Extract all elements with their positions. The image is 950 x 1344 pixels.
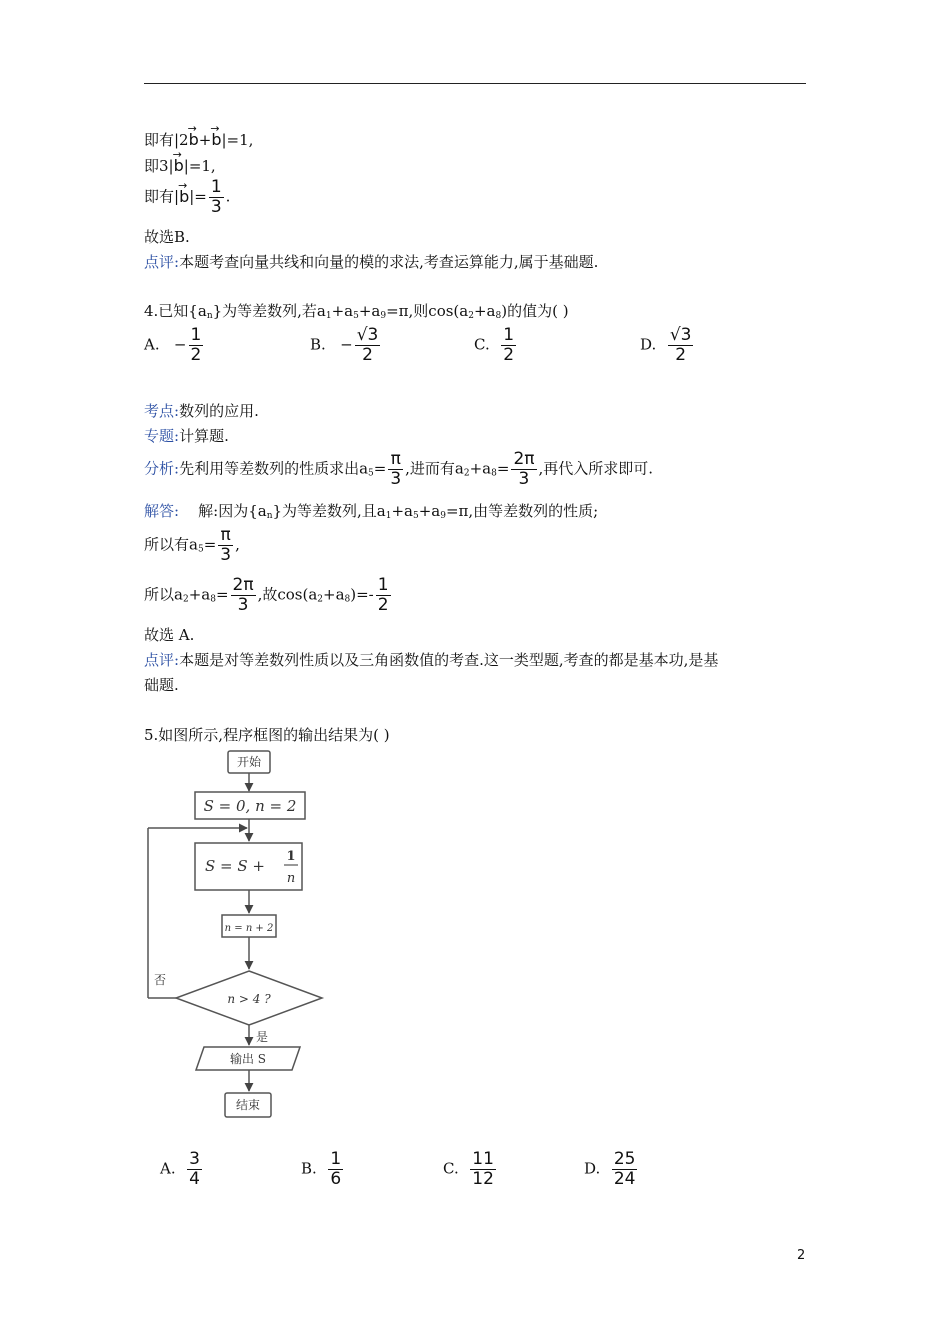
- q4-zhuanti: 专题:计算题.: [144, 427, 229, 445]
- flow-init-label: S = 0, n = 2: [203, 797, 297, 815]
- flowchart: [140, 745, 340, 1125]
- page-number: 2: [797, 1248, 806, 1263]
- vector-b: → b: [179, 183, 189, 207]
- flow-update-den: n: [286, 871, 296, 886]
- q5-stem: 5.如图所示,程序框图的输出结果为( ): [144, 726, 390, 744]
- q5-option-b: B. $\frac{1}{6}$: [301, 1149, 342, 1189]
- q4-stem: 4.已知$\{a_n\}$为等差数列,若$a_1+a_5+a_9=\pi$,则$\cos(a_2+a_8)$的值为( ): [144, 302, 569, 321]
- answer-line: 故选B.: [144, 228, 190, 246]
- q4-fenxi: 分析:先利用等差数列的性质求出$a_5=$ $\frac{\pi}{3}$ ,进而有$a_2+a_8=$ $\frac{2\pi}{3}$ ,再代入所求即可.: [144, 449, 654, 489]
- flow-update-label: S = S +: [205, 857, 265, 875]
- header-rule: [144, 83, 806, 84]
- flow-yes-label: 是: [256, 1030, 269, 1044]
- comment-line: 点评:本题考查向量共线和向量的模的求法,考查运算能力,属于基础题.: [144, 253, 599, 271]
- flow-step-label: n = n + 2: [224, 923, 274, 934]
- flow-condition-label: n > 4 ?: [227, 992, 271, 1006]
- flow-start-label: 开始: [236, 755, 262, 769]
- q5-option-a: A. $\frac{3}{4}$: [160, 1149, 200, 1189]
- q4-comment-1: 点评:本题是对等差数列性质以及三角函数值的考查.这一类型题,考查的都是基本功,是基: [144, 651, 719, 669]
- q4-answer: 故选 A.: [144, 626, 195, 644]
- flow-update-num: 1: [286, 849, 296, 864]
- q5-option-c: C. $\frac{11}{12}$: [443, 1149, 494, 1189]
- flow-no-label: 否: [154, 973, 167, 987]
- q4-option-d: D. $\frac{√3}{2}$: [640, 325, 692, 365]
- q4-kaodian: 考点:数列的应用.: [144, 402, 259, 420]
- solution-line-1: 即有|2→ b+→ b|=1,: [144, 126, 253, 150]
- q4-option-b: B. − $\frac{√3}{2}$: [310, 325, 379, 365]
- q4-step-2: 所以$a_2+a_8=$ $\frac{2\pi}{3}$ ,故$\cos(a_2+a_8)=-$ $\frac{1}{2}$: [144, 575, 389, 615]
- flow-end-label: 结束: [235, 1098, 261, 1112]
- solution-line-3: 即有|→ b|= $\frac{1}{3}$ .: [144, 178, 230, 217]
- fraction: $\frac{1}{3}$: [210, 177, 222, 217]
- q4-option-c: C. $\frac{1}{2}$: [474, 325, 515, 365]
- q4-step-1: 所以有$a_5=$ $\frac{\pi}{3}$ ,: [144, 525, 240, 565]
- vector-b: → b: [211, 126, 221, 150]
- vector-b: → b: [174, 152, 184, 176]
- vector-b: → b: [189, 126, 199, 150]
- q4-jieda: 解答: 解:因为$\{a_n\}$为等差数列,且$a_1+a_5+a_9=\pi$,由等差数列的性质;: [144, 502, 599, 521]
- q5-option-d: D. $\frac{25}{24}$: [584, 1149, 636, 1189]
- flow-output-label: 输出 S: [229, 1052, 267, 1066]
- solution-line-2: 即3|→ b|=1,: [144, 152, 216, 176]
- q4-comment-2: 础题.: [144, 676, 179, 694]
- q4-option-a: A. − $\frac{1}{2}$: [144, 325, 202, 365]
